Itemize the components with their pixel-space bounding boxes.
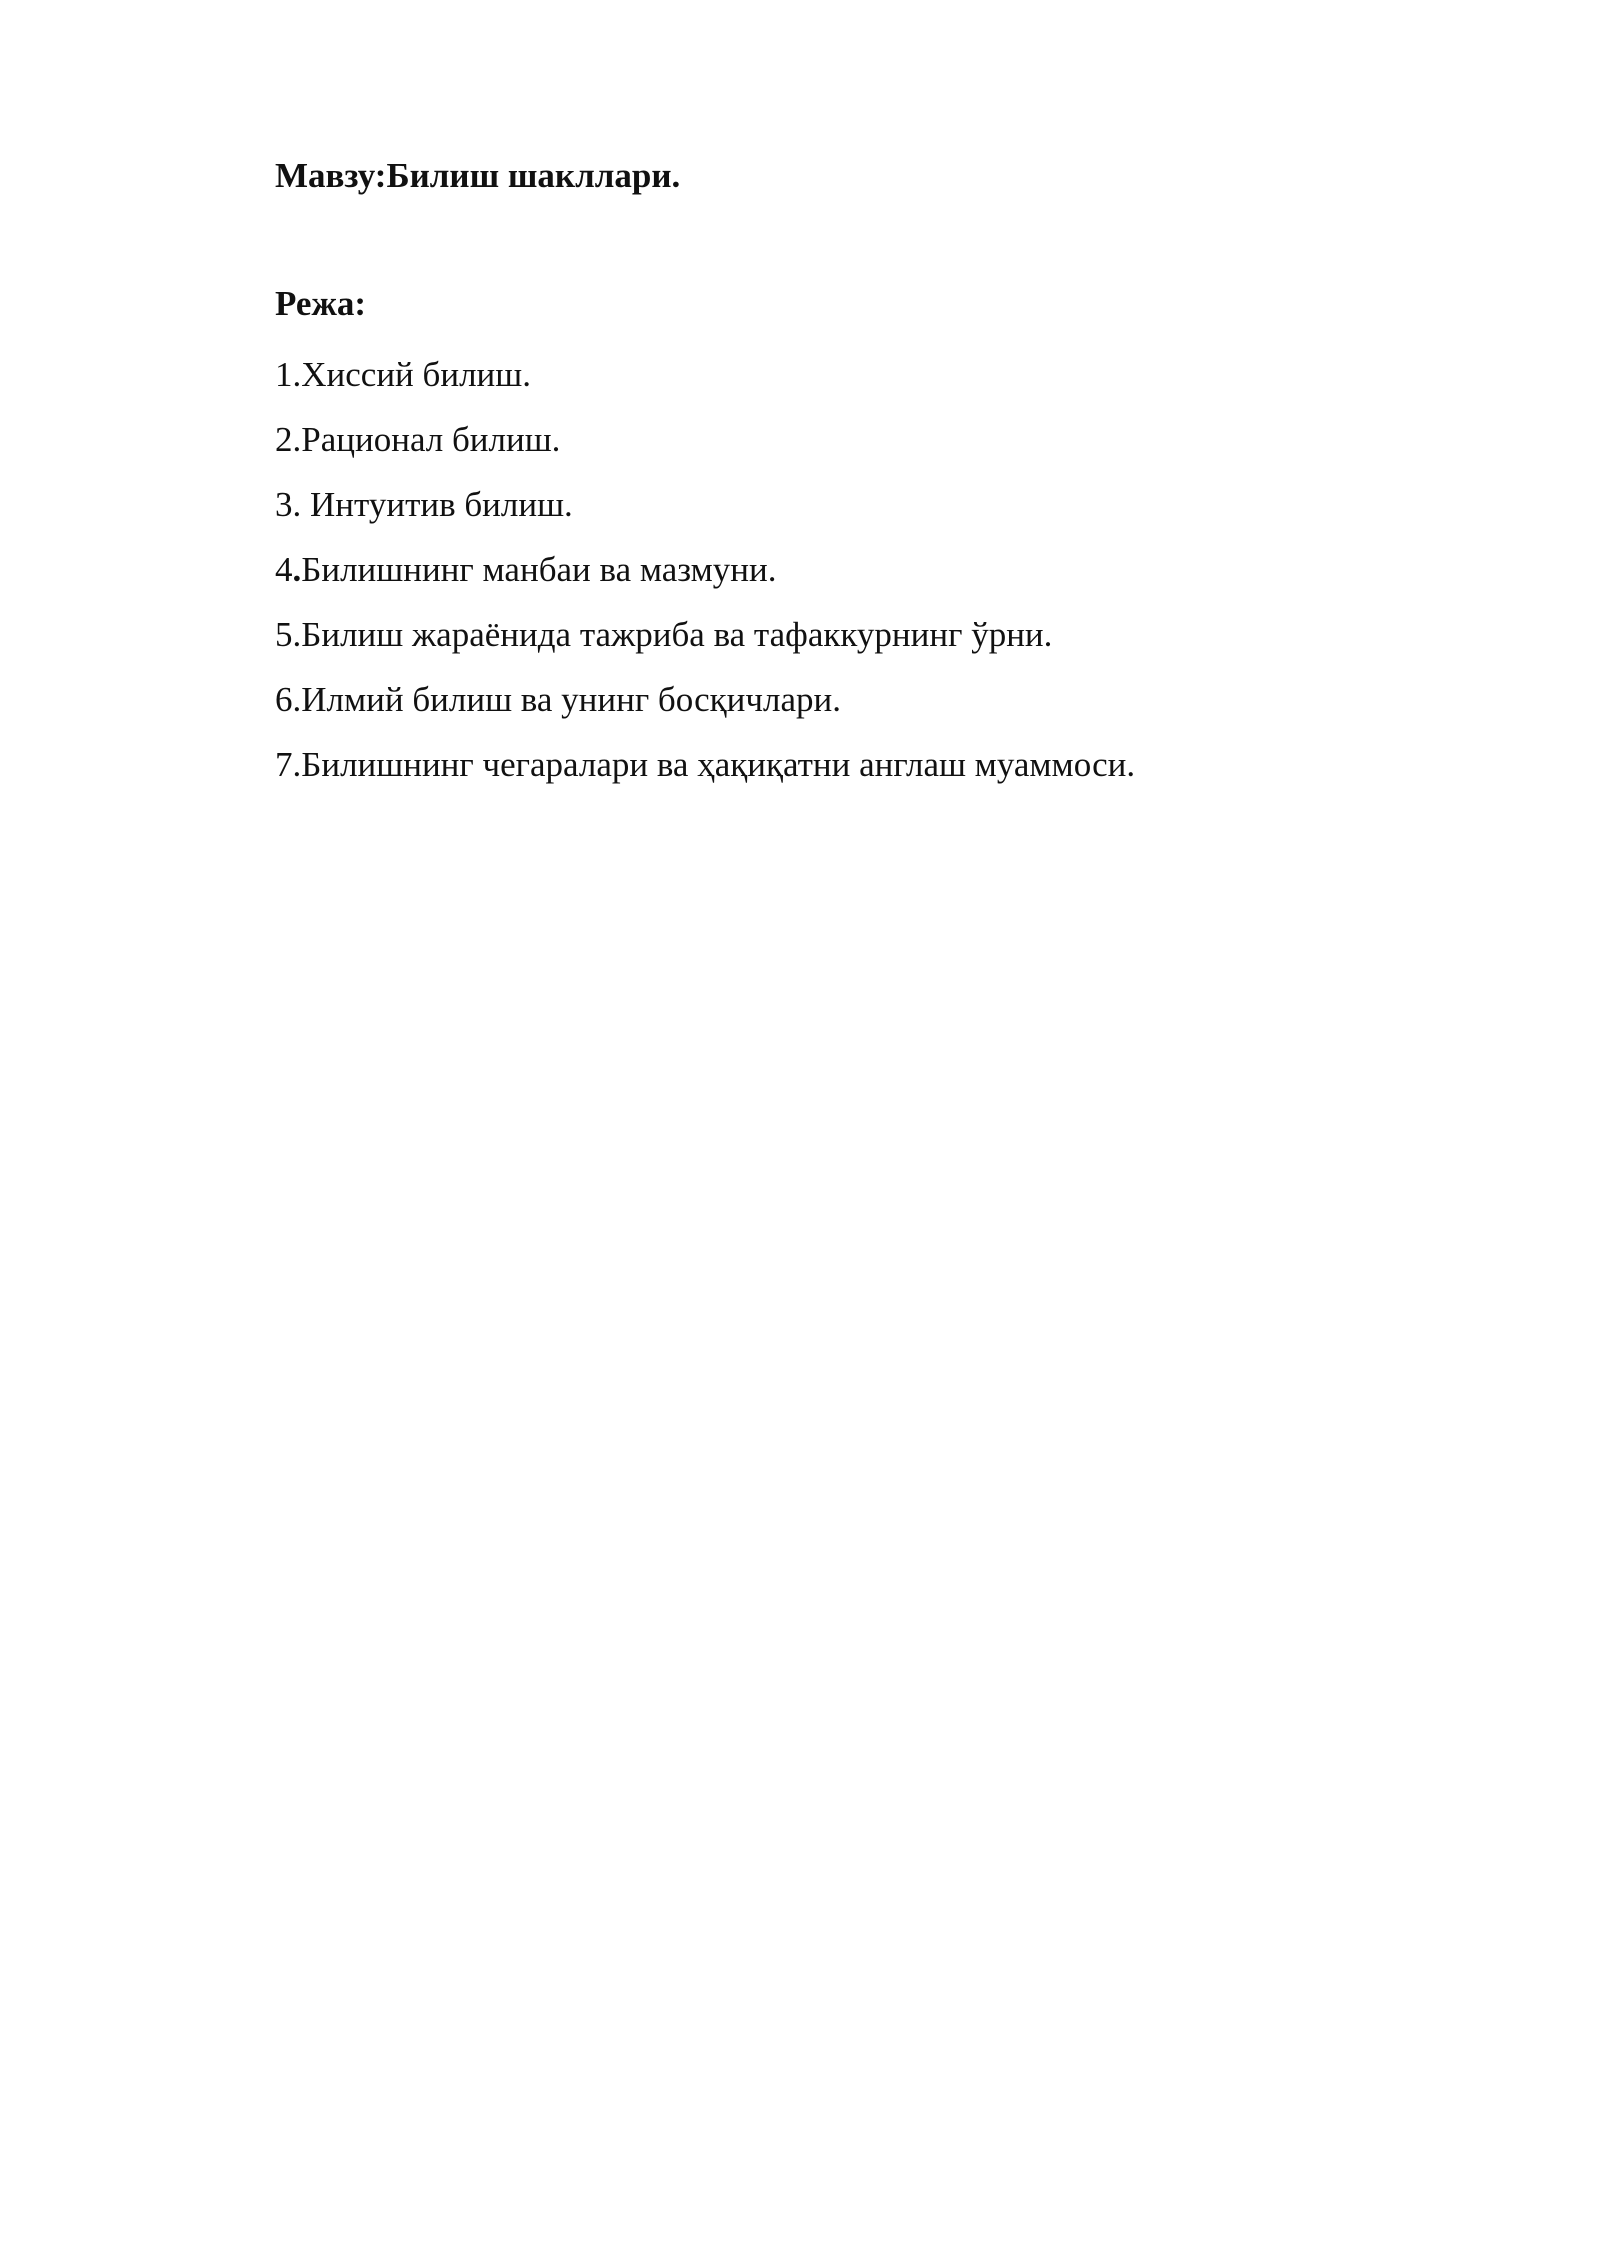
plan-item-number-dot: .: [292, 550, 302, 589]
plan-item-text: Илмий билиш ва унинг босқичлари.: [301, 680, 841, 719]
plan-item-number: 3.: [275, 485, 310, 524]
plan-heading: Режа:: [275, 284, 366, 323]
plan-item-number: 4: [275, 550, 293, 589]
plan-item-number: 2.: [275, 420, 302, 459]
plan-item-text: Рационал билиш.: [301, 420, 561, 459]
plan-list: [275, 342, 1375, 797]
plan-item-text: Билиш жараёнида тажриба ва тафаккурнинг ўрни.: [301, 615, 1053, 654]
plan-item-number: 5.: [275, 615, 302, 654]
plan-item-number: 1.: [275, 355, 302, 394]
plan-item: [275, 602, 1375, 667]
plan-item-number: 6.: [275, 680, 302, 719]
plan-item: [275, 667, 1375, 732]
plan-item-text: Билишнинг чегаралари ва ҳақиқатни англаш муаммоси.: [301, 745, 1136, 784]
document-title: Мавзу:Билиш шакллари.: [275, 156, 681, 195]
plan-item-text: Билишнинг манбаи ва мазмуни.: [301, 550, 777, 589]
plan-item-text: Интуитив билиш.: [310, 485, 573, 524]
plan-item: [275, 407, 1375, 472]
plan-item: [275, 472, 1375, 537]
plan-item-text: Хиссий билиш.: [301, 355, 531, 394]
plan-item: [275, 537, 1375, 602]
plan-item: [275, 342, 1375, 407]
plan-item-number: 7.: [275, 745, 302, 784]
document-content: [275, 150, 1375, 797]
plan-item: [275, 732, 1375, 797]
